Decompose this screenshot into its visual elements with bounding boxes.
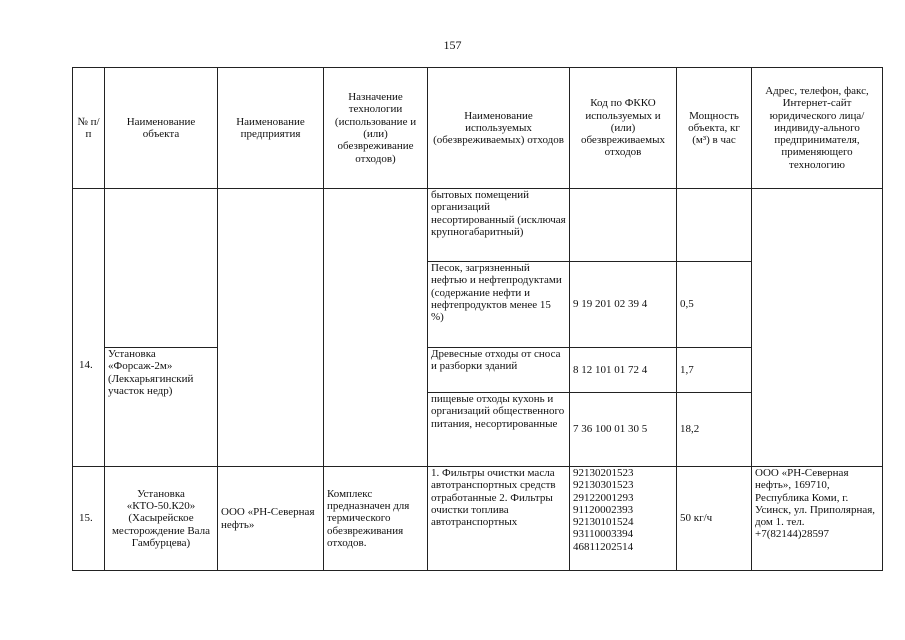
facilities-table	[72, 67, 883, 571]
row-15-object: Установка «КТО-50.К20» (Хасырейское месторождение Вала Гамбурцева)	[105, 467, 218, 571]
row-14-power-3: 1,7	[677, 348, 752, 393]
header-power: Мощность объекта, кг (м³) в час	[677, 68, 752, 189]
row-14-waste-3: Древесные отходы от сноса и разборки зданий	[428, 348, 570, 393]
row-14-object: Установка «Форсаж-2м» (Лекхарьягинский участок недр)	[105, 348, 218, 467]
row-14-object-top	[105, 189, 218, 348]
row-15-num: 15.	[73, 467, 105, 571]
row-14-purpose	[324, 189, 428, 467]
header-row	[73, 68, 883, 189]
row-15-purpose: Комплекс предназначен для термического обезвреживания отходов.	[324, 467, 428, 571]
row-14-code-3: 8 12 101 01 72 4	[570, 348, 677, 393]
row-14-enterprise	[218, 189, 324, 467]
header-num: № п/п	[73, 68, 105, 189]
header-address: Адрес, телефон, факс, Интернет-сайт юридического лица/индивиду-ального предпринимателя, применяющего технологию	[752, 68, 883, 189]
row-14-code-1	[570, 189, 677, 262]
row-14-waste-1: бытовых помещений организаций несортированный (исключая крупногабаритный)	[428, 189, 570, 262]
header-fkko: Код по ФККО используемых и (или) обезвреживаемых отходов	[570, 68, 677, 189]
row-14-waste-4: пищевые отходы кухонь и организаций общественного питания, несортированные	[428, 393, 570, 467]
header-object: Наименование объекта	[105, 68, 218, 189]
table-row	[73, 467, 883, 571]
row-15-enterprise: ООО «РН-Северная нефть»	[218, 467, 324, 571]
row-14-waste-2: Песок, загрязненный нефтью и нефтепродуктами (содержание нефти и нефтепродуктов менее 15 %)	[428, 262, 570, 348]
row-15-codes: 92130201523 92130301523 29122001293 91120002393 92130101524 93110003394 46811202514	[570, 467, 677, 571]
row-14-code-4: 7 36 100 01 30 5	[570, 393, 677, 467]
row-15-address: ООО «РН-Северная нефть», 169710, Республика Коми, г. Усинск, ул. Приполярная, дом 1. тел. +7(82144)28597	[752, 467, 883, 571]
header-wastes: Наименование используемых (обезвреживаемых) отходов	[428, 68, 570, 189]
header-enterprise: Наименование предприятия	[218, 68, 324, 189]
row-14-address	[752, 189, 883, 467]
table-row	[73, 189, 883, 262]
row-15-power: 50 кг/ч	[677, 467, 752, 571]
page-number: 157	[443, 38, 462, 52]
row-14-num-text: 14.	[79, 359, 93, 372]
row-14-code-2: 9 19 201 02 39 4	[570, 262, 677, 348]
row-14-power-2: 0,5	[677, 262, 752, 348]
row-14-num	[73, 189, 105, 467]
row-14-power-1	[677, 189, 752, 262]
header-purpose: Назначение технологии (использование и (или) обезвреживание отходов)	[324, 68, 428, 189]
row-14-power-4: 18,2	[677, 393, 752, 467]
row-15-waste: 1. Фильтры очистки масла автотранспортных средств отработанные 2. Фильтры очистки топлива автотранспортных	[428, 467, 570, 571]
